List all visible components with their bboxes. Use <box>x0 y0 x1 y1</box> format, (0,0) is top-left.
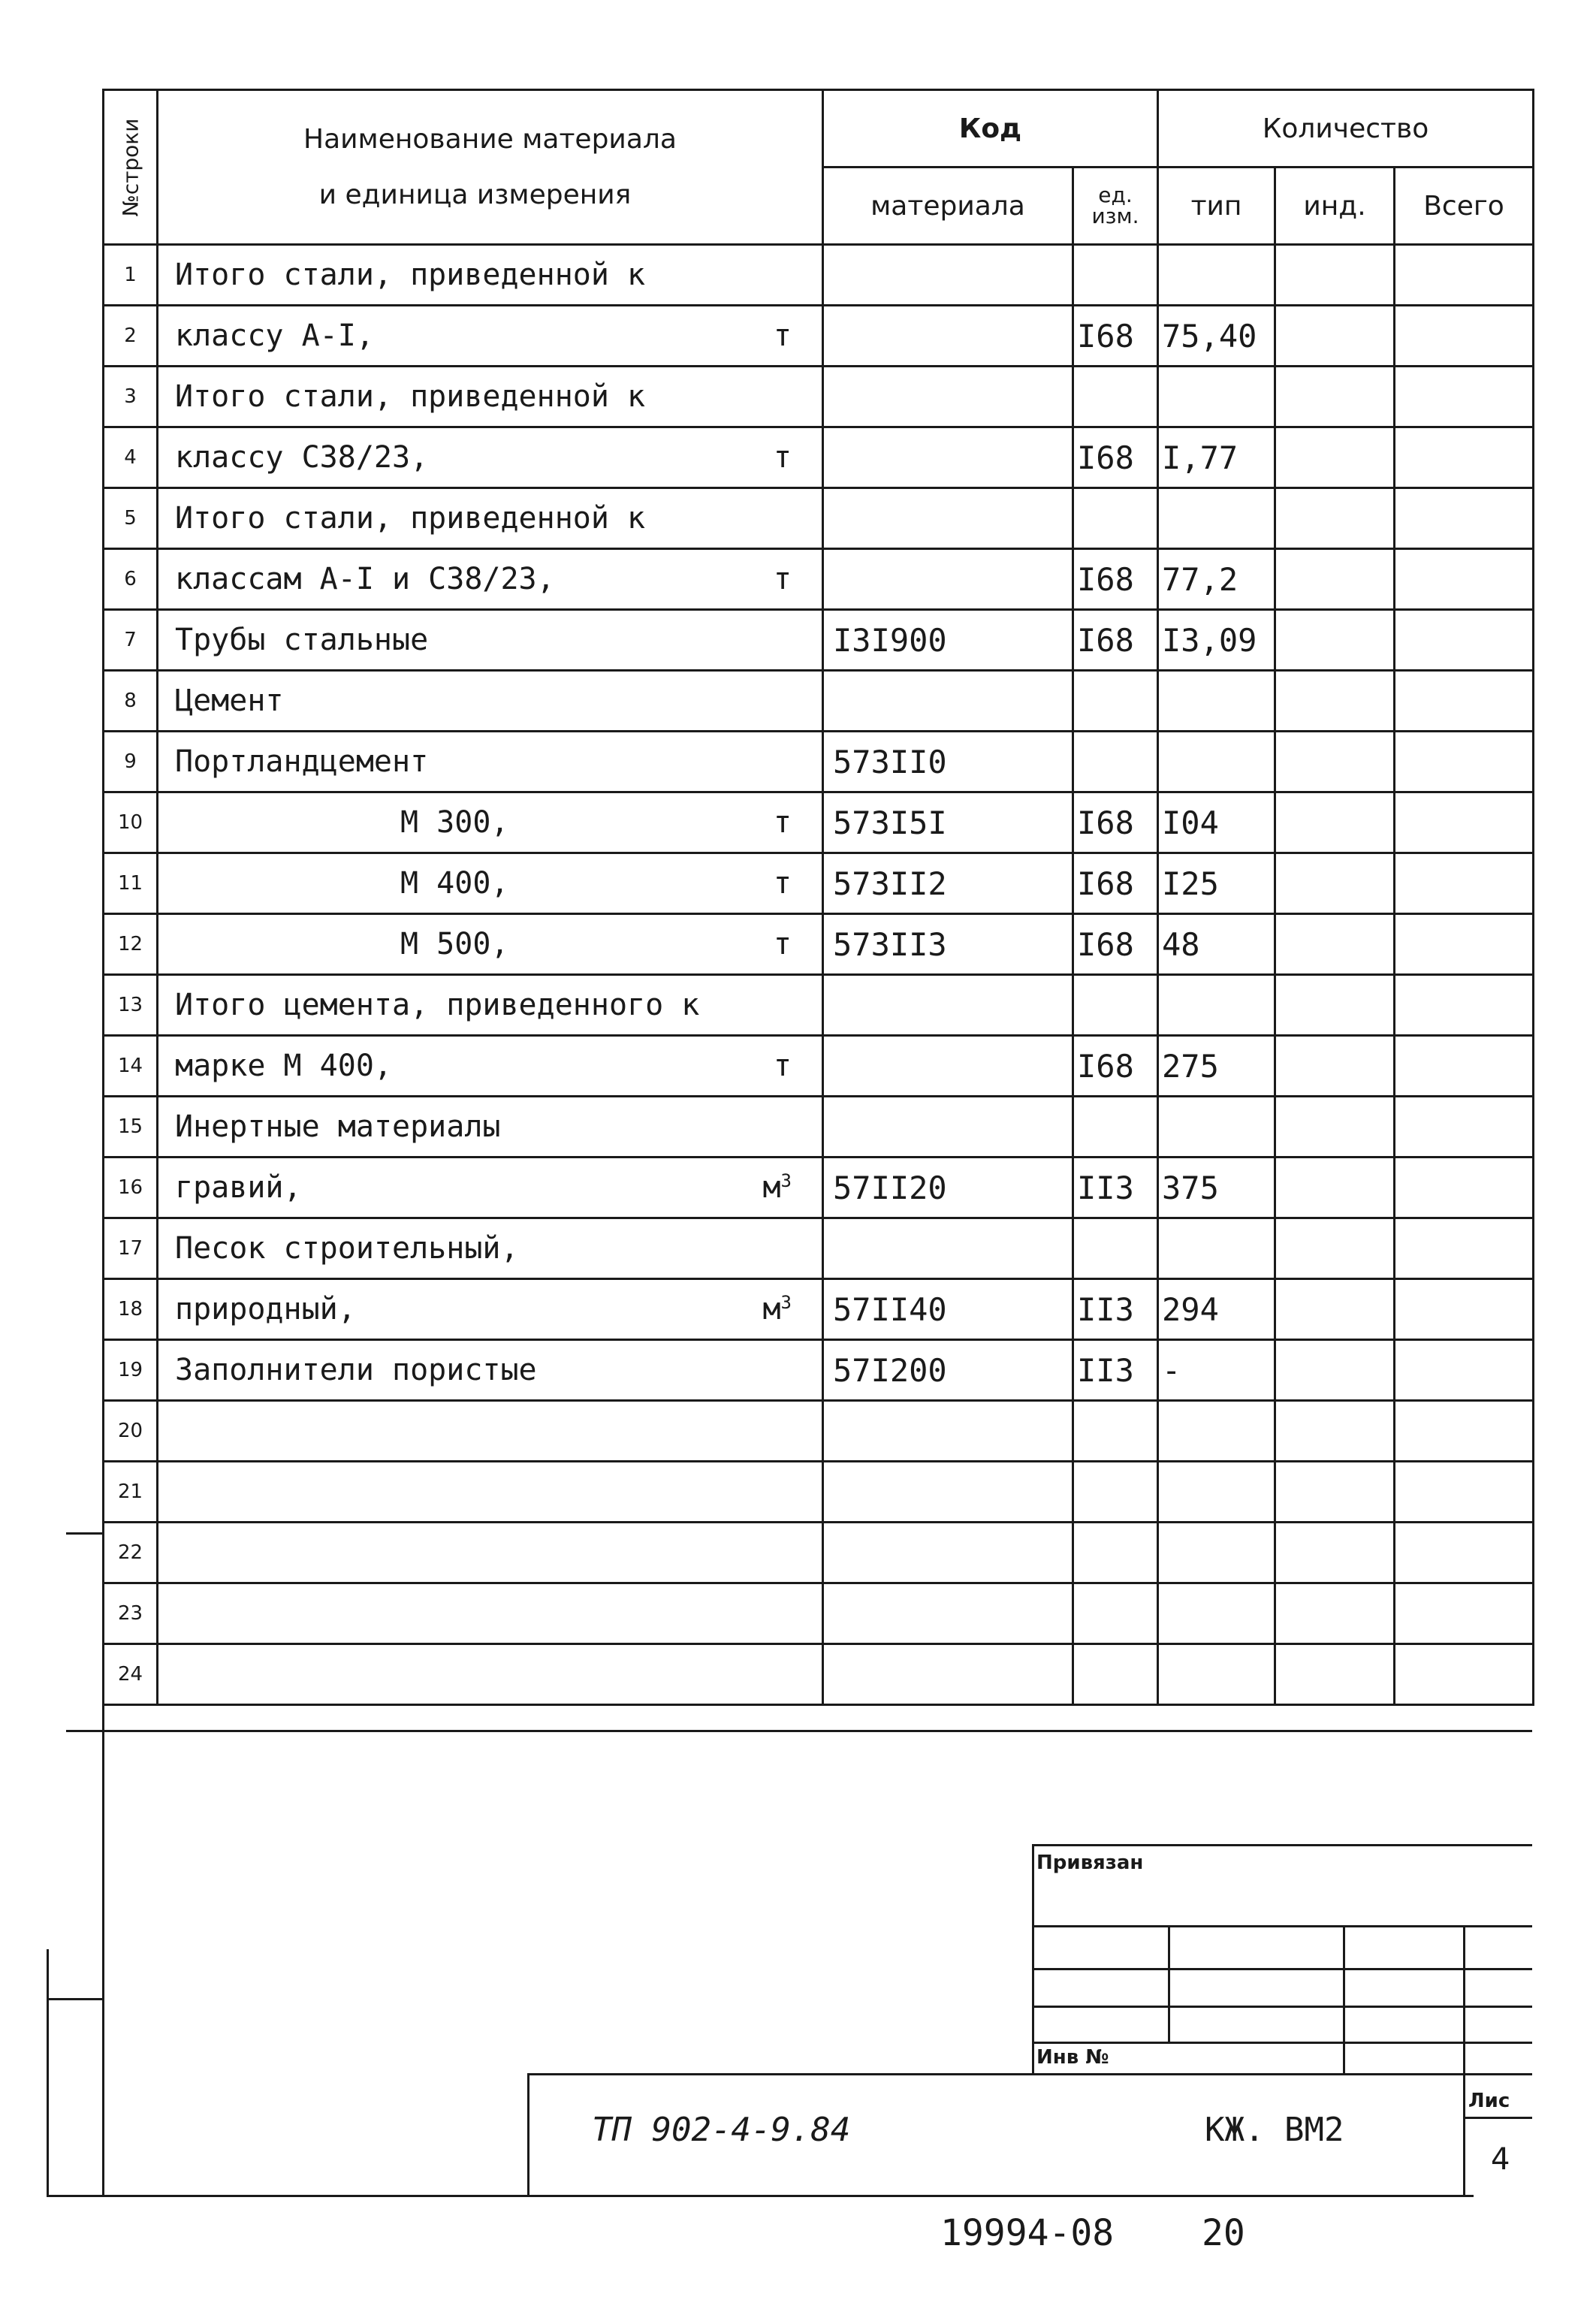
quantity-total <box>1395 792 1534 853</box>
tb-sheet-divider <box>1463 2117 1532 2119</box>
unit-code: II3 <box>1073 1279 1158 1340</box>
unit-code <box>1073 1097 1158 1158</box>
quantity-total <box>1395 427 1534 488</box>
table-row <box>104 367 1534 427</box>
document-mark: КЖ. ВМ2 <box>1205 2111 1344 2149</box>
material-name-cell <box>158 914 823 975</box>
quantity-total <box>1395 549 1534 610</box>
material-name-cell <box>158 1036 823 1097</box>
row-number: 5 <box>104 488 158 549</box>
quantity-total <box>1395 671 1534 732</box>
material-name: природный, <box>175 1292 356 1327</box>
material-name-cell <box>158 671 823 732</box>
table-row <box>104 1523 1534 1583</box>
quantity-total <box>1395 245 1534 306</box>
row-number-header <box>104 90 158 245</box>
archive-number: 19994-08 <box>940 2212 1115 2254</box>
name-header <box>158 90 823 245</box>
table-row <box>104 1036 1534 1097</box>
unit-of-measure <box>774 927 792 961</box>
unit-of-measure <box>762 1170 792 1205</box>
code-group-header: Код <box>823 90 1158 168</box>
material-name-cell <box>158 1158 823 1218</box>
table-row <box>104 853 1534 914</box>
row-number-header-label: №строки <box>118 118 143 216</box>
material-code: 573I5I <box>823 792 1073 853</box>
frame-separator-line <box>66 1730 1532 1732</box>
table-row <box>104 914 1534 975</box>
quantity-total <box>1395 1036 1534 1097</box>
quantity-type: I3,09 <box>1158 610 1275 671</box>
quantity-type <box>1158 732 1275 792</box>
table-row <box>104 792 1534 853</box>
unit-code: I68 <box>1073 914 1158 975</box>
quantity-total <box>1395 1279 1534 1340</box>
material-code: 573II3 <box>823 914 1073 975</box>
material-name: классу А-I, <box>175 318 374 353</box>
unit-code <box>1073 1523 1158 1583</box>
material-name: Итого стали, приведенной к <box>175 501 646 536</box>
quantity-ind <box>1275 1644 1395 1705</box>
quantity-total <box>1395 1158 1534 1218</box>
quantity-total <box>1395 488 1534 549</box>
qty-type-header: тип <box>1158 168 1275 245</box>
unit-code <box>1073 245 1158 306</box>
frame-bottom-line <box>47 2195 1474 2197</box>
row-number: 18 <box>104 1279 158 1340</box>
quantity-ind <box>1275 1340 1395 1401</box>
tb-vline-2 <box>1168 1925 1170 2044</box>
quantity-ind <box>1275 792 1395 853</box>
code-material-header: материала <box>823 168 1073 245</box>
table-row <box>104 245 1534 306</box>
quantity-ind <box>1275 1158 1395 1218</box>
material-name: гравий, <box>175 1170 302 1205</box>
name-header-line1: Наименование материала <box>303 123 677 155</box>
unit-symbol: т <box>773 927 792 961</box>
row-number: 16 <box>104 1158 158 1218</box>
material-name: Итого стали, приведенной к <box>175 379 646 414</box>
quantity-total <box>1395 1583 1534 1644</box>
tb-vline-4 <box>1463 1925 1465 2196</box>
material-name-cell <box>158 427 823 488</box>
material-name-cell <box>158 1340 823 1401</box>
row-number: 10 <box>104 792 158 853</box>
row-number: 17 <box>104 1218 158 1279</box>
material-code: 573II2 <box>823 853 1073 914</box>
quantity-ind <box>1275 245 1395 306</box>
quantity-total <box>1395 914 1534 975</box>
quantity-ind <box>1275 671 1395 732</box>
material-code <box>823 1462 1073 1523</box>
material-name-cell <box>158 367 823 427</box>
quantity-type: 294 <box>1158 1279 1275 1340</box>
quantity-ind <box>1275 488 1395 549</box>
table-row <box>104 1340 1534 1401</box>
unit-code: I68 <box>1073 792 1158 853</box>
unit-code <box>1073 367 1158 427</box>
unit-exponent: 3 <box>780 1291 792 1313</box>
material-name-cell <box>158 488 823 549</box>
quantity-type: I25 <box>1158 853 1275 914</box>
row-number: 11 <box>104 853 158 914</box>
tb-hline-2 <box>1032 1925 1532 1927</box>
quantity-total <box>1395 853 1534 914</box>
quantity-type <box>1158 488 1275 549</box>
qty-total-header: Всего <box>1395 168 1534 245</box>
row-number: 7 <box>104 610 158 671</box>
quantity-type <box>1158 671 1275 732</box>
quantity-ind <box>1275 549 1395 610</box>
material-code: 57I200 <box>823 1340 1073 1401</box>
quantity-total <box>1395 732 1534 792</box>
quantity-type: I,77 <box>1158 427 1275 488</box>
unit-code <box>1073 488 1158 549</box>
unit-symbol: т <box>773 805 792 840</box>
table-row <box>104 1401 1534 1462</box>
unit-symbol: т <box>773 318 792 353</box>
table-row <box>104 488 1534 549</box>
quantity-type: 275 <box>1158 1036 1275 1097</box>
row-number: 24 <box>104 1644 158 1705</box>
quantity-total <box>1395 610 1534 671</box>
material-code <box>823 1218 1073 1279</box>
tb-main-left <box>527 2073 529 2197</box>
table-row <box>104 732 1534 792</box>
quantity-ind <box>1275 306 1395 367</box>
row-number: 8 <box>104 671 158 732</box>
quantity-ind <box>1275 1036 1395 1097</box>
table-row <box>104 1158 1534 1218</box>
quantity-total <box>1395 975 1534 1036</box>
material-code <box>823 367 1073 427</box>
material-name-cell <box>158 610 823 671</box>
quantity-total <box>1395 1218 1534 1279</box>
sheet-number: 4 <box>1491 2142 1510 2177</box>
quantity-total <box>1395 367 1534 427</box>
row-number: 21 <box>104 1462 158 1523</box>
material-name: классу С38/23, <box>175 440 429 475</box>
material-code <box>823 671 1073 732</box>
material-code <box>823 427 1073 488</box>
unit-code <box>1073 975 1158 1036</box>
material-code <box>823 1401 1073 1462</box>
quantity-total <box>1395 306 1534 367</box>
tb-main-top <box>527 2073 1532 2075</box>
material-code <box>823 245 1073 306</box>
material-code <box>823 306 1073 367</box>
material-name-cell <box>158 1279 823 1340</box>
table-row <box>104 549 1534 610</box>
table-row <box>104 671 1534 732</box>
material-name-cell <box>158 1097 823 1158</box>
row-number: 19 <box>104 1340 158 1401</box>
quantity-type: 75,40 <box>1158 306 1275 367</box>
tb-hline-top <box>1032 1844 1532 1846</box>
tb-hline-4 <box>1032 2006 1532 2008</box>
material-name-cell <box>158 1583 823 1644</box>
material-name-cell <box>158 306 823 367</box>
material-name: марке М 400, <box>175 1049 392 1083</box>
material-code <box>823 975 1073 1036</box>
material-code <box>823 1583 1073 1644</box>
table-row <box>104 306 1534 367</box>
row-number: 22 <box>104 1523 158 1583</box>
quantity-ind <box>1275 427 1395 488</box>
quantity-type <box>1158 1401 1275 1462</box>
quantity-ind <box>1275 1462 1395 1523</box>
row-number: 13 <box>104 975 158 1036</box>
table-row <box>104 427 1534 488</box>
material-name-cell <box>158 1218 823 1279</box>
material-name-cell <box>158 245 823 306</box>
document-code: ТП 902-4-9.84 <box>592 2111 851 2149</box>
material-name: Цемент <box>175 684 284 718</box>
quantity-type <box>1158 245 1275 306</box>
quantity-ind <box>1275 853 1395 914</box>
material-name-cell <box>158 549 823 610</box>
quantity-type <box>1158 1583 1275 1644</box>
quantity-ind <box>1275 1583 1395 1644</box>
unit-symbol: т <box>773 562 792 596</box>
quantity-type <box>1158 1462 1275 1523</box>
unit-code <box>1073 671 1158 732</box>
unit-of-measure <box>774 866 792 901</box>
quantity-total <box>1395 1097 1534 1158</box>
qty-ind-header: инд. <box>1275 168 1395 245</box>
unit-code: I68 <box>1073 549 1158 610</box>
quantity-total <box>1395 1401 1534 1462</box>
material-name: Заполнители пористые <box>175 1353 537 1387</box>
unit-code <box>1073 1644 1158 1705</box>
unit-symbol: т <box>773 866 792 901</box>
row-number: 4 <box>104 427 158 488</box>
unit-code <box>1073 1462 1158 1523</box>
quantity-ind <box>1275 1523 1395 1583</box>
quantity-total <box>1395 1462 1534 1523</box>
unit-code: I68 <box>1073 427 1158 488</box>
unit-code: I68 <box>1073 1036 1158 1097</box>
quantity-ind <box>1275 914 1395 975</box>
row-number: 23 <box>104 1583 158 1644</box>
material-name: классам А-I и С38/23, <box>175 562 555 596</box>
unit-code <box>1073 1583 1158 1644</box>
quantity-group-header: Количество <box>1158 90 1534 168</box>
row-number: 1 <box>104 245 158 306</box>
quantity-type <box>1158 1218 1275 1279</box>
unit-code <box>1073 1401 1158 1462</box>
unit-of-measure <box>774 805 792 840</box>
material-code: 573II0 <box>823 732 1073 792</box>
quantity-total <box>1395 1644 1534 1705</box>
material-name-cell <box>158 732 823 792</box>
material-name: Итого стали, приведенной к <box>175 258 646 292</box>
row-number: 12 <box>104 914 158 975</box>
quantity-ind <box>1275 367 1395 427</box>
material-code: 57II20 <box>823 1158 1073 1218</box>
quantity-type <box>1158 1644 1275 1705</box>
table-row <box>104 975 1534 1036</box>
quantity-ind <box>1275 1218 1395 1279</box>
material-name-cell <box>158 1644 823 1705</box>
row-number: 2 <box>104 306 158 367</box>
unit-code <box>1073 732 1158 792</box>
quantity-ind <box>1275 1097 1395 1158</box>
tb-vline-left <box>1032 1844 1034 2073</box>
unit-symbol: м <box>762 1170 781 1206</box>
name-header-line2: и единица измерения <box>318 179 632 210</box>
material-code <box>823 1523 1073 1583</box>
unit-code <box>1073 1218 1158 1279</box>
unit-code: II3 <box>1073 1158 1158 1218</box>
unit-exponent: 3 <box>780 1170 792 1191</box>
material-code <box>823 488 1073 549</box>
code-unit-header: ед. изм. <box>1073 168 1158 245</box>
unit-symbol: т <box>773 440 792 475</box>
sheet-label: Лис <box>1468 2090 1510 2112</box>
frame-left-tick-2 <box>47 1998 104 2000</box>
material-name: Итого цемента, приведенного к <box>175 988 700 1022</box>
quantity-type <box>1158 367 1275 427</box>
quantity-type: - <box>1158 1340 1275 1401</box>
quantity-ind <box>1275 1279 1395 1340</box>
quantity-ind <box>1275 975 1395 1036</box>
material-name: Портландцемент <box>175 744 429 779</box>
table-row <box>104 1644 1534 1705</box>
material-name-cell <box>158 1523 823 1583</box>
tb-hline-3 <box>1032 1968 1532 1970</box>
material-name: Трубы стальные <box>175 623 429 657</box>
row-number: 9 <box>104 732 158 792</box>
material-code <box>823 549 1073 610</box>
material-name-cell <box>158 975 823 1036</box>
quantity-ind <box>1275 732 1395 792</box>
material-code <box>823 1097 1073 1158</box>
unit-symbol: т <box>773 1049 792 1083</box>
table-row <box>104 1218 1534 1279</box>
quantity-type: 77,2 <box>1158 549 1275 610</box>
unit-code: I68 <box>1073 306 1158 367</box>
table-row <box>104 610 1534 671</box>
quantity-ind <box>1275 610 1395 671</box>
quantity-type <box>1158 975 1275 1036</box>
row-number: 3 <box>104 367 158 427</box>
unit-symbol: м <box>762 1292 781 1327</box>
unit-code: II3 <box>1073 1340 1158 1401</box>
unit-of-measure <box>774 1049 792 1083</box>
material-code: 57II40 <box>823 1279 1073 1340</box>
quantity-total <box>1395 1523 1534 1583</box>
table-row <box>104 1462 1534 1523</box>
table-row <box>104 1583 1534 1644</box>
material-code <box>823 1644 1073 1705</box>
page-number: 20 <box>1202 2212 1245 2254</box>
unit-code: I68 <box>1073 853 1158 914</box>
material-name: М 400, <box>400 866 509 901</box>
material-name-cell <box>158 853 823 914</box>
quantity-type: 375 <box>1158 1158 1275 1218</box>
quantity-type <box>1158 1097 1275 1158</box>
quantity-type: 48 <box>1158 914 1275 975</box>
material-name-cell <box>158 1401 823 1462</box>
inventory-label: Инв № <box>1036 2046 1109 2069</box>
quantity-type <box>1158 1523 1275 1583</box>
material-name-cell <box>158 1462 823 1523</box>
row-number: 14 <box>104 1036 158 1097</box>
table-row <box>104 1097 1534 1158</box>
unit-code: I68 <box>1073 610 1158 671</box>
material-code <box>823 1036 1073 1097</box>
table-row <box>104 1279 1534 1340</box>
quantity-ind <box>1275 1401 1395 1462</box>
material-name: Песок строительный, <box>175 1231 519 1266</box>
tb-hline-5 <box>1032 2042 1532 2044</box>
unit-of-measure <box>762 1292 792 1327</box>
row-number: 6 <box>104 549 158 610</box>
unit-of-measure <box>774 562 792 596</box>
tb-vline-3 <box>1343 1925 1345 2075</box>
unit-of-measure <box>774 440 792 475</box>
material-name: Инертные материалы <box>175 1109 501 1144</box>
material-name-cell <box>158 792 823 853</box>
attached-label: Привязан <box>1036 1852 1144 1874</box>
material-name: М 300, <box>400 805 509 840</box>
material-code: I3I900 <box>823 610 1073 671</box>
material-name: М 500, <box>400 927 509 961</box>
unit-of-measure <box>774 318 792 353</box>
row-number: 15 <box>104 1097 158 1158</box>
quantity-type: I04 <box>1158 792 1275 853</box>
materials-table <box>102 89 1534 1706</box>
quantity-total <box>1395 1340 1534 1401</box>
frame-left-outer-line <box>47 1949 49 2196</box>
frame-left-tick <box>66 1532 104 1535</box>
row-number: 20 <box>104 1401 158 1462</box>
